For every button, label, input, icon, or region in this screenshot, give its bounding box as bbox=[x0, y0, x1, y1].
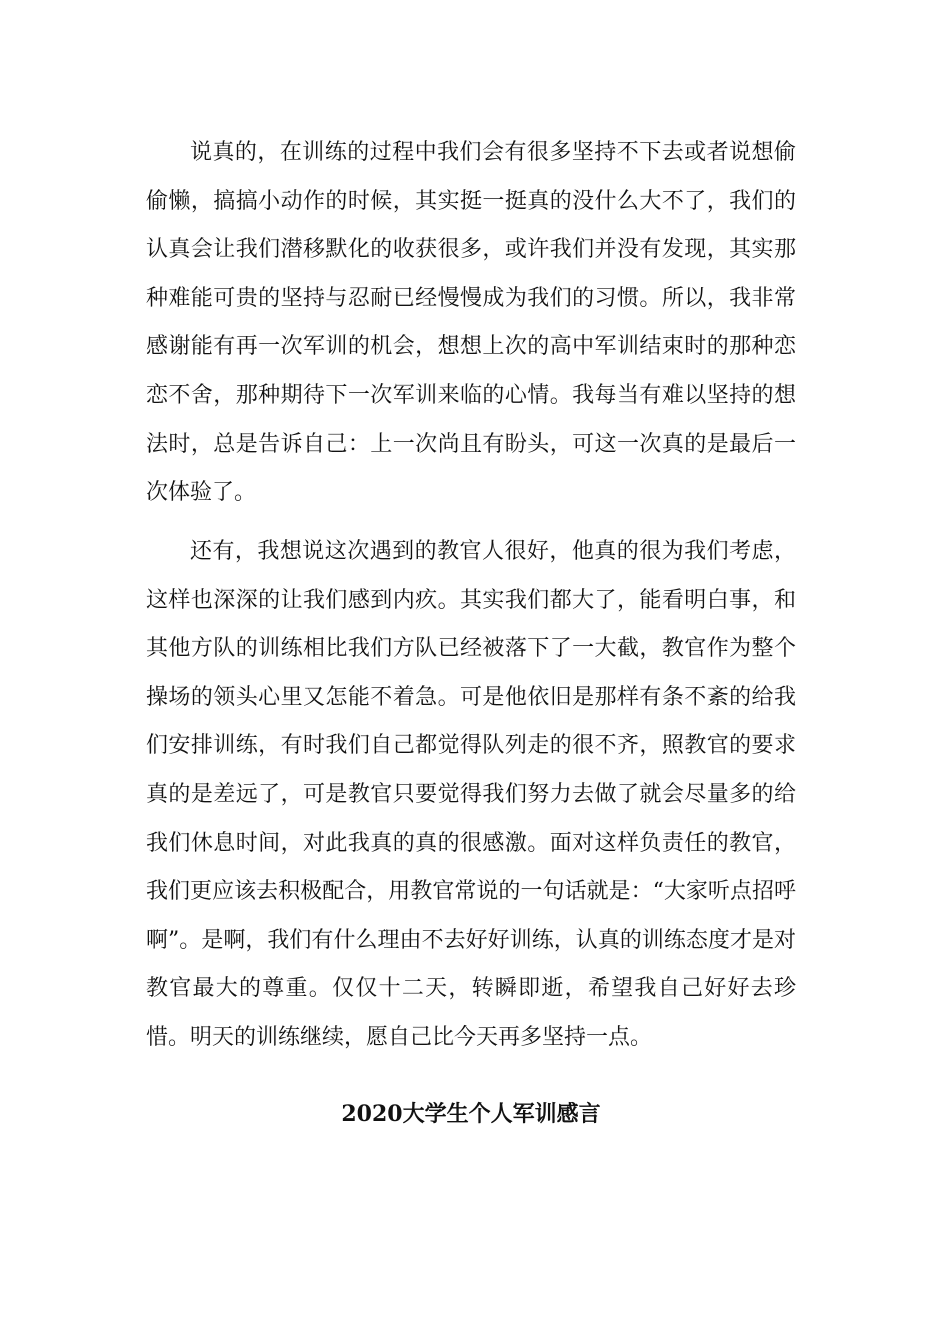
paragraph-text: 说真的，在训练的过程中我们会有很多坚持不下去或者说想偷偷懒，搞搞小动作的时候，其实挺一挺真的没什么大不了，我们的认真会让我们潜移默化的收获很多，或许我们并没有发现，其实那种难能可贵的坚持与忍耐已经慢慢成为我们的习惯。所以，我非常感谢能有再一次军训的机会，想想上次的高中军训结束时的那种恋恋不舍，那种期待下一次军训来临的心情。我每当有难以坚持的想法时，总是告诉自己：上一次尚且有盼头，可这一次真的是最后一次体验了。 bbox=[146, 140, 796, 506]
paragraph-text: 还有，我想说这次遇到的教官人很好，他真的很为我们考虑，这样也深深的让我们感到内疚。其实我们都大了，能看明白事，和其他方队的训练相比我们方队已经被落下了一大截，教官作为整个操场的领头心里又怎能不着急。可是他依旧是那样有条不紊的给我们安排训练，有时我们自己都觉得队列走的很不齐，照教官的要求真的是差远了，可是教官只要觉得我们努力去做了就会尽量多的给我们休息时间，对此我真的真的很感激。面对这样负责任的教官，我们更应该去积极配合，用教官常说的一句话就是：“大家听点招呼啊”。是啊，我们有什么理由不去好好训练，认真的训练态度才是对教官最大的尊重。仅仅十二天，转瞬即逝，希望我自己好好去珍惜。明天的训练继续，愿自己比今天再多坚持一点。 bbox=[146, 539, 796, 1050]
document-body-paragraph-2 bbox=[146, 528, 796, 1063]
section-heading: 2020大学生个人军训感言 bbox=[341, 1101, 601, 1127]
document-body-paragraph-1 bbox=[146, 129, 796, 518]
